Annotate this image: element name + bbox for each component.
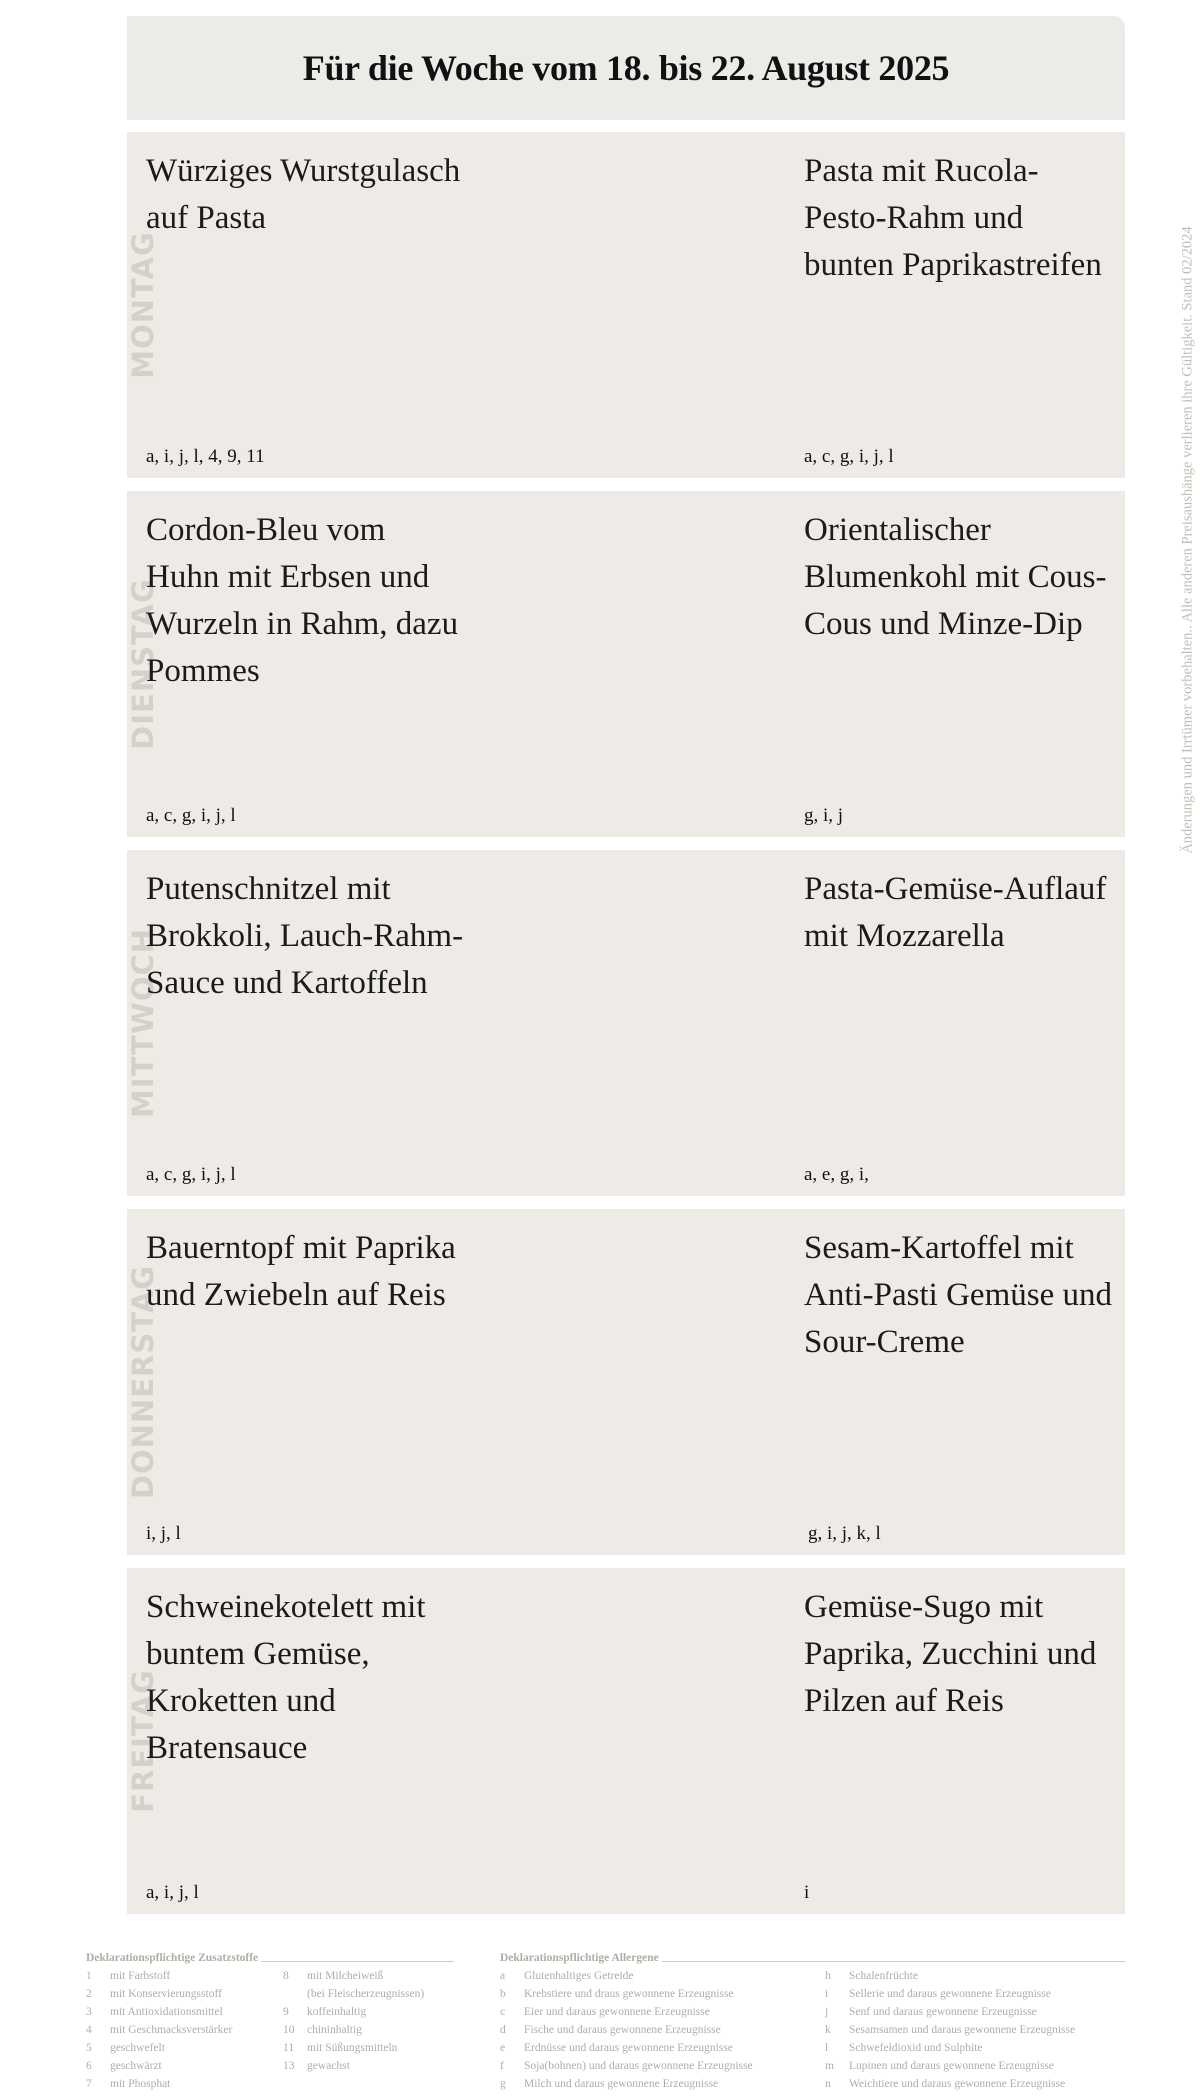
dish-left: Putenschnitzel mit Brokkoli, Lauch-Rahm-Sauce und Kartoffeln (146, 871, 464, 1001)
disclaimer-text: Änderungen und Irrtümer vorbehalten.. Alle anderen Preisaushänge verlieren ihre Gültigkeit. Stand 02/2024 (1179, 226, 1196, 854)
list-item: l Schwefeldioxid und Sulphite (825, 2042, 983, 2054)
list-item: b Krebstiere und draus gewonnene Erzeugnisse (500, 1988, 734, 2000)
allergens-right: i (804, 1882, 810, 1903)
list-item: a Glutenhaltiges Getreide (500, 1970, 634, 1982)
allergens-left: i, j, l (146, 1523, 181, 1544)
allergens-left: a, i, j, l (146, 1882, 199, 1903)
list-item: f Soja(bohnen) und daraus gewonnene Erzeugnisse (500, 2060, 753, 2072)
legend-title-additives: Deklarationspflichtige Zusatzstoffe (86, 1952, 261, 1964)
list-item: e Erdnüsse und daraus gewonnene Erzeugnisse (500, 2042, 733, 2054)
dish-right: Orientalischer Blumenkohl mit Cous-Cous und Minze-Dip (804, 512, 1107, 642)
list-item: 4 mit Geschmacksverstärker (86, 2024, 233, 2036)
dish-left: Cordon-Bleu vom Huhn mit Erbsen und Wurzeln in Rahm, dazu Pommes (146, 512, 459, 689)
disclaimer-note (1177, 130, 1199, 950)
dish-right: Gemüse-Sugo mit Paprika, Zucchini und Pilzen auf Reis (804, 1589, 1097, 1719)
legend-title-allergens: Deklarationspflichtige Allergene (500, 1952, 662, 1964)
list-item: 6 geschwärzt (86, 2060, 162, 2072)
day-label: MITTWOCH (126, 927, 160, 1119)
allergens-right: g, i, j, k, l (808, 1523, 881, 1544)
day-block-donnerstag (127, 1209, 1125, 1555)
day-label: FREITAG (126, 1669, 160, 1813)
dish-right: Sesam-Kartoffel mit Anti-Pasti Gemüse und Sour-Creme (804, 1230, 1112, 1360)
list-item: 7 mit Phosphat (86, 2078, 171, 2090)
day-label: DIENSTAG (126, 578, 160, 750)
dish-left: Schweinekotelett mit buntem Gemüse, Kroketten und Bratensauce (146, 1589, 426, 1766)
list-item: 3 mit Antioxidationsmittel (86, 2006, 223, 2018)
page-title: Für die Woche vom 18. bis 22. August 2025 (127, 16, 1125, 120)
allergens-list-col2 (825, 1967, 1125, 2093)
additives-list-col1 (86, 1967, 276, 2093)
list-item: 13 gewachst (283, 2060, 350, 2072)
day-block-freitag (127, 1568, 1125, 1914)
list-item: 11 mit Süßungsmitteln (283, 2042, 398, 2054)
dish-left: Bauerntopf mit Paprika und Zwiebeln auf Reis (146, 1230, 456, 1313)
allergens-left: a, c, g, i, j, l (146, 1164, 236, 1185)
list-item: 10 chininhaltig (283, 2024, 362, 2036)
list-item: 5 geschwefelt (86, 2042, 165, 2054)
day-label: MONTAG (126, 231, 160, 379)
list-item: 2 mit Konservierungsstoff (86, 1988, 222, 2000)
list-item: i Sellerie und daraus gewonnene Erzeugnisse (825, 1988, 1051, 2000)
dish-right: Pasta mit Rucola-Pesto-Rahm und bunten Paprikastreifen (804, 153, 1102, 283)
list-item: 9 koffeinhaltig (283, 2006, 367, 2018)
day-block-montag (127, 132, 1125, 478)
additives-list-col2 (283, 1967, 463, 2075)
dish-left: Würziges Wurstgulasch auf Pasta (146, 153, 461, 236)
list-item: c Eier und daraus gewonnene Erzeugnisse (500, 2006, 710, 2018)
list-item: m Lupinen und daraus gewonnene Erzeugnisse (825, 2060, 1055, 2072)
allergens-right: a, e, g, i, (804, 1164, 869, 1185)
list-item: n Weichtiere und daraus gewonnene Erzeugnisse (825, 2078, 1066, 2090)
list-item: d Fische und daraus gewonnene Erzeugnisse (500, 2024, 721, 2036)
list-item: h Schalenfrüchte (825, 1970, 918, 1982)
list-item: j Senf und daraus gewonnene Erzeugnisse (825, 2006, 1037, 2018)
allergens-left: a, c, g, i, j, l (146, 805, 236, 826)
allergens-right: a, c, g, i, j, l (804, 446, 894, 467)
allergens-list-col1 (500, 1967, 820, 2093)
day-label: DONNERSTAG (126, 1264, 160, 1500)
list-item: 8 mit Milcheiweiß (283, 1970, 384, 1982)
list-item: (bei Fleischerzeugnissen) (307, 1988, 425, 2000)
allergens-right: g, i, j (804, 805, 844, 826)
dish-right: Pasta-Gemüse-Auflauf mit Mozzarella (804, 871, 1107, 954)
day-block-dienstag (127, 491, 1125, 837)
list-item: g Milch und daraus gewonnene Erzeugnisse (500, 2078, 719, 2090)
list-item: k Sesamsamen und daraus gewonnene Erzeugnisse (825, 2024, 1076, 2036)
list-item: 1 mit Farbstoff (86, 1970, 171, 1982)
allergens-left: a, i, j, l, 4, 9, 11 (146, 446, 265, 467)
day-block-mittwoch (127, 850, 1125, 1196)
